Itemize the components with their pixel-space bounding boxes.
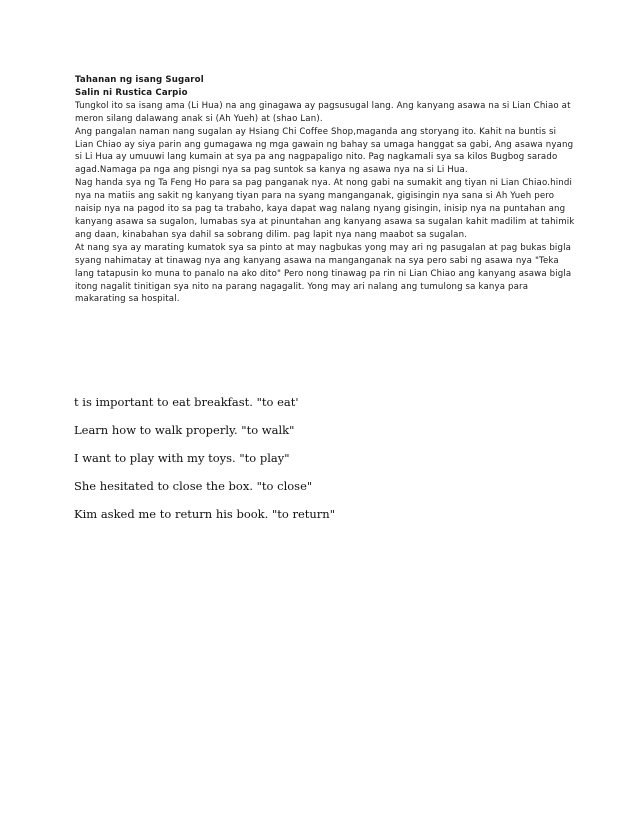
story-paragraph: Tungkol ito sa isang ama (Li Hua) na ang ginagawa ay pagsusugal lang. Ang kanyang asawa na si Lian Chiao at meron silang dalawang anak si (Ah Yueh) at (shao Lan). [75, 100, 571, 124]
example-sentences [74, 395, 574, 535]
story-title: Tahanan ng isang Sugarol [75, 75, 204, 85]
example-sentence: Kim asked me to return his book. "to return" [74, 507, 335, 521]
story-paragraph: Ang pangalan naman nang sugalan ay Hsiang Chi Coffee Shop,maganda ang storyang ito. Kahit na buntis si Lian Chiao ay siya parin ang gumagawa ng mga gawain ng bahay sa umaga hanggat sa gabi, Ang asawa nyang si Li Hua ay umuuwi lang kumain at sya pa ang nagpapaligo nito. Pag nagkamali sya sa kilos Bugbog sarado agad.Namaga pa nga ang pisngi nya sa pag suntok sa kanya ng asawa nya na si Li Hua. [75, 126, 574, 176]
story-paragraph: Nag handa sya ng Ta Feng Ho para sa pag panganak nya. At nong gabi na sumakit ang tiyan ni Lian Chiao.hindi nya na matiis ang sakit ng kanyang tiyan para na syang manganganak, gigisingin nya sana si Ah Yueh pero naisip nya na pagod ito sa pag ta trabaho, kaya dapat wag nalang nyang gisingin, inisip nya na puntahan ang kanyang asawa sa sugalon, lumabas sya at pinuntahan ang kanyang asawa sa sugalan kahit madilim at tahimik ang daan, kinabahan sya dahil sa sobrang dilim. pag lapit nya nang maabot sa sugalan. [75, 178, 575, 240]
story-section [75, 74, 575, 306]
example-sentence: She hesitated to close the box. "to close" [74, 479, 313, 493]
example-sentence: Learn how to walk properly. "to walk" [74, 423, 295, 437]
story-paragraph: At nang sya ay marating kumatok sya sa pinto at may nagbukas yong may ari ng pasugalan at pag bukas bigla syang nahimatay at tinawag nya ang kanyang asawa na manganganak na sya pero sabi ng asawa nya "Teka lang tatapusin ko muna to panalo na ako dito" Pero nong tinawag pa rin ni Lian Chiao ang kanyang asawa bigla itong nagalit tinitigan sya nito na parang nagagalit. Yong may ari nalang ang tumulong sa kanya para makarating sa hospital. [75, 242, 572, 305]
story-subtitle: Salin ni Rustica Carpio [75, 87, 188, 98]
example-sentence: t is important to eat breakfast. "to eat' [74, 395, 299, 409]
example-sentence: I want to play with my toys. "to play" [74, 451, 290, 465]
